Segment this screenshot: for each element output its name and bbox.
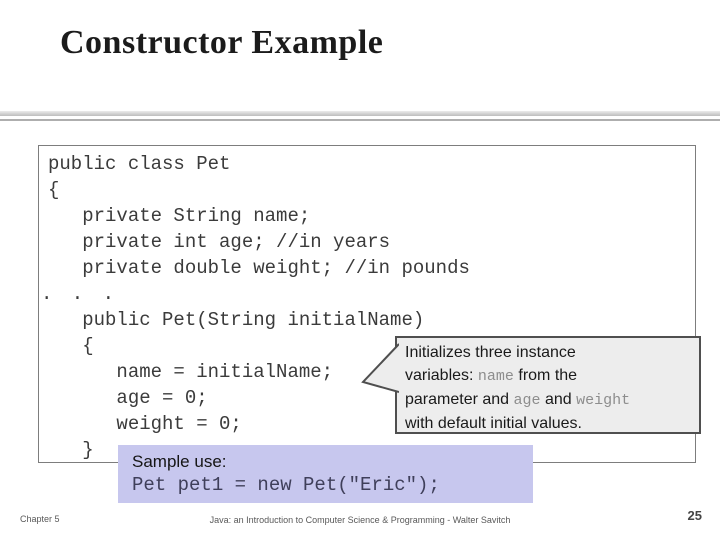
code-line: } <box>48 439 94 461</box>
sample-use-code: Pet pet1 = new Pet("Eric"); <box>132 474 440 496</box>
callout-text: parameter and <box>405 391 514 408</box>
title-divider-band <box>0 111 720 116</box>
title-divider-line <box>0 119 720 121</box>
code-line: age = 0; <box>48 387 208 409</box>
sample-use-box <box>118 445 533 503</box>
code-line: public Pet(String initialName) <box>48 309 425 331</box>
sample-use-label: Sample use: <box>132 452 227 471</box>
callout-tail-pointer <box>355 342 399 394</box>
callout-code-name: name <box>477 368 514 385</box>
code-line: private int age; //in years <box>48 231 391 253</box>
callout-text: from the <box>513 367 578 384</box>
code-line: weight = 0; <box>48 413 242 435</box>
callout-code-weight: weight <box>576 392 631 409</box>
code-line: public class Pet <box>48 153 231 175</box>
callout-text: variables: <box>405 367 478 384</box>
footer-page-number: 25 <box>687 508 702 523</box>
page-title: Constructor Example <box>60 24 384 61</box>
code-line: { <box>48 335 94 357</box>
code-line: { <box>48 179 60 201</box>
callout-text: with default initial values. <box>405 415 582 432</box>
callout-text-line <box>405 364 691 388</box>
callout-text: and <box>540 391 577 408</box>
footer-book-title: Java: an Introduction to Computer Science & Programming - Walter Savitch <box>209 515 511 525</box>
code-line: private double weight; //in pounds <box>48 257 470 279</box>
code-line: private String name; <box>48 205 311 227</box>
callout-text-line <box>405 388 691 412</box>
callout-text-line <box>405 412 691 435</box>
callout-code-age: age <box>513 392 541 409</box>
callout-text: Initializes three instance <box>405 344 576 361</box>
callout-text-line <box>405 341 691 364</box>
annotation-callout <box>395 336 701 434</box>
code-line-ellipsis: . . . <box>41 283 119 305</box>
footer-chapter: Chapter 5 <box>20 514 60 524</box>
code-line: name = initialName; <box>48 361 334 383</box>
